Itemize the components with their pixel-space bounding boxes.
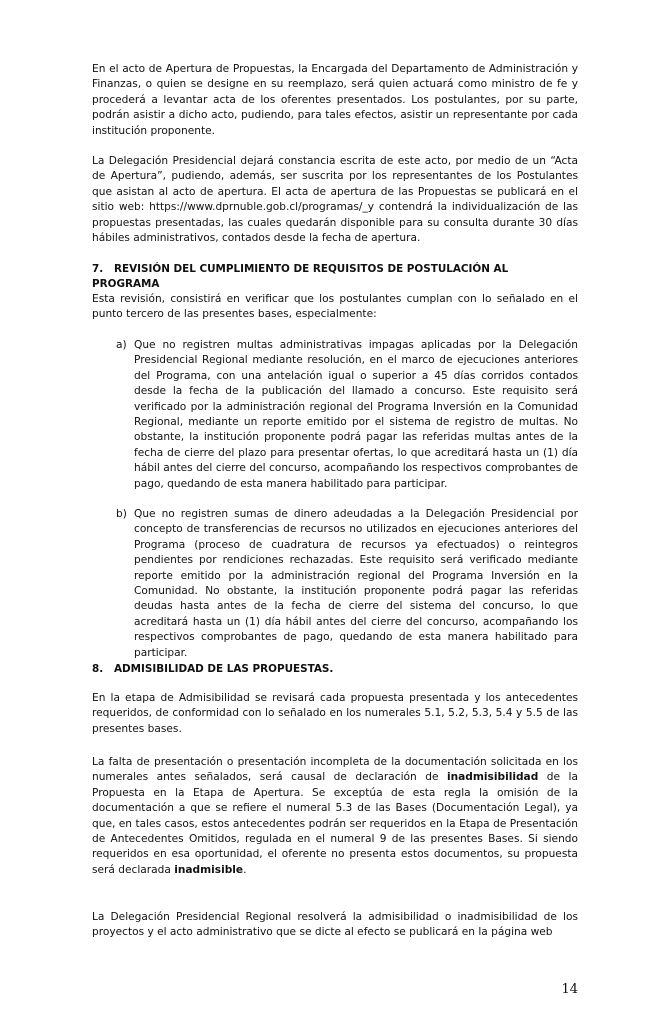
paragraph-text: La Delegación Presidencial dejará constancia escrita de este acto, por medio de un “Acta de Apertura”, pudiendo, además, ser suscrita por los representantes de los Postulantes que asistan al acto de apertura. El acta de apertura de las Propuestas se publicará en el sitio web: https://www.dprnuble.gob.cl/programas/_y contendrá la individualización de las propuestas presentadas, las cuales quedarán disponible para su consulta durante 30 días hábiles administrativos, contados desde la fecha de apertura.	[92, 155, 578, 245]
section-number: 8.	[92, 663, 104, 675]
emphasis-inadmisible: inadmisible	[174, 863, 244, 876]
list-item-a	[116, 338, 578, 492]
section-number: 7.	[92, 263, 104, 275]
section-8-paragraph-2	[92, 755, 578, 878]
section-title: ADMISIBILIDAD DE LAS PROPUESTAS.	[114, 663, 334, 675]
list-item-label: b)	[116, 508, 127, 520]
section-8-heading	[92, 662, 578, 677]
paragraph-text	[92, 755, 578, 878]
list-item-label: a)	[116, 339, 127, 351]
emphasis-inadmisibilidad: inadmisibilidad	[446, 771, 539, 784]
paragraph-text: La Delegación Presidencial Regional resolverá la admisibilidad o inadmisibilidad de los proyectos y el acto administrativo que se dicte al efecto se publicará en la página web	[92, 911, 578, 939]
section-8-paragraph-3	[92, 910, 578, 941]
section-8-paragraph-1	[92, 691, 578, 737]
paragraph-text: En la etapa de Admisibilidad se revisará cada propuesta presentada y los antecedentes requeridos, de conformidad con lo señalado en los numerales 5.1, 5.2, 5.3, 5.4 y 5.5 de las presentes bases.	[92, 692, 578, 735]
paragraph-text: Esta revisión, consistirá en verificar que los postulantes cumplan con lo señalado en el punto tercero de las presentes bases, especialmente:	[92, 293, 578, 321]
section-7-heading	[92, 262, 578, 292]
list-item-b	[116, 507, 578, 661]
list-item-text: Que no registren sumas de dinero adeudadas a la Delegación Presidencial por concepto de transferencias de recursos no utilizados en ejecuciones anteriores del Programa (proceso de cuadratura de recursos ya efectuados) o reintegros pendientes por rendiciones rechazadas. Este requisito será verificado mediante reporte emitido por la administración regional del Programa Inversión en la Comunidad. No obstante, la institución proponente podrá pagar las referidas deudas hasta antes de la fecha de cierre del sistema del concurso, lo que acreditará hasta un (1) día hábil antes del cierre del concurso, acompañando los respectivos comprobantes de pago, quedando de esta manera habilitado para participar.	[134, 508, 578, 659]
paragraph-apertura-acto	[92, 62, 578, 139]
paragraph-text: En el acto de Apertura de Propuestas, la Encargada del Departamento de Administración y Finanzas, o quien se designe en su reemplazo, será quien actuará como ministro de fe y procederá a levantar acta de los oferentes presentados. Los postulantes, por su parte, podrán asistir a dicho acto, pudiendo, para tales efectos, asistir un representante por cada institución proponente.	[92, 63, 578, 137]
text-run: de la Propuesta en la Etapa de Apertura. Se exceptúa de esta regla la omisión de la documentación a que se refiere el numeral 5.3 de las Bases (Documentación Legal), ya que, en tales casos, estos antecedentes podrán ser requeridos en la Etapa de Presentación de Antecedentes Omitidos, regulada en el numeral 9 de las presentes Bases. Si siendo requeridos en esa oportunidad, el oferente no presenta estos documentos, su propuesta será declarada	[92, 771, 578, 876]
section-7-intro	[92, 292, 578, 323]
text-run: .	[243, 863, 247, 876]
section-title: REVISIÓN DEL CUMPLIMIENTO DE REQUISITOS DE POSTULACIÓN AL PROGRAMA	[92, 263, 509, 290]
page-number: 14	[561, 982, 578, 997]
text-run: La falta de presentación o presentación incompleta de la documentación solicitada en los numerales antes señalados, será causal de declaración de	[92, 756, 578, 784]
paragraph-acta-apertura	[92, 154, 578, 246]
list-item-text: Que no registren multas administrativas impagas aplicadas por la Delegación Presidencial Regional mediante resolución, en el marco de ejecuciones anteriores del Programa, con una antelación igual o superior a 45 días corridos contados desde la fecha de la publicación del llamado a concurso. Este requisito será verificado por la administración regional del Programa Inversión en la Comunidad Regional, mediante un reporte emitido por el sistema de registro de multas. No obstante, la institución proponente podrá pagar las referidas multas antes de la fecha de cierre del plazo para presentar ofertas, lo que acreditará hasta un (1) día hábil antes del cierre del concurso, acompañando los respectivos comprobantes de pago, quedando de esta manera habilitado para participar.	[134, 339, 578, 490]
